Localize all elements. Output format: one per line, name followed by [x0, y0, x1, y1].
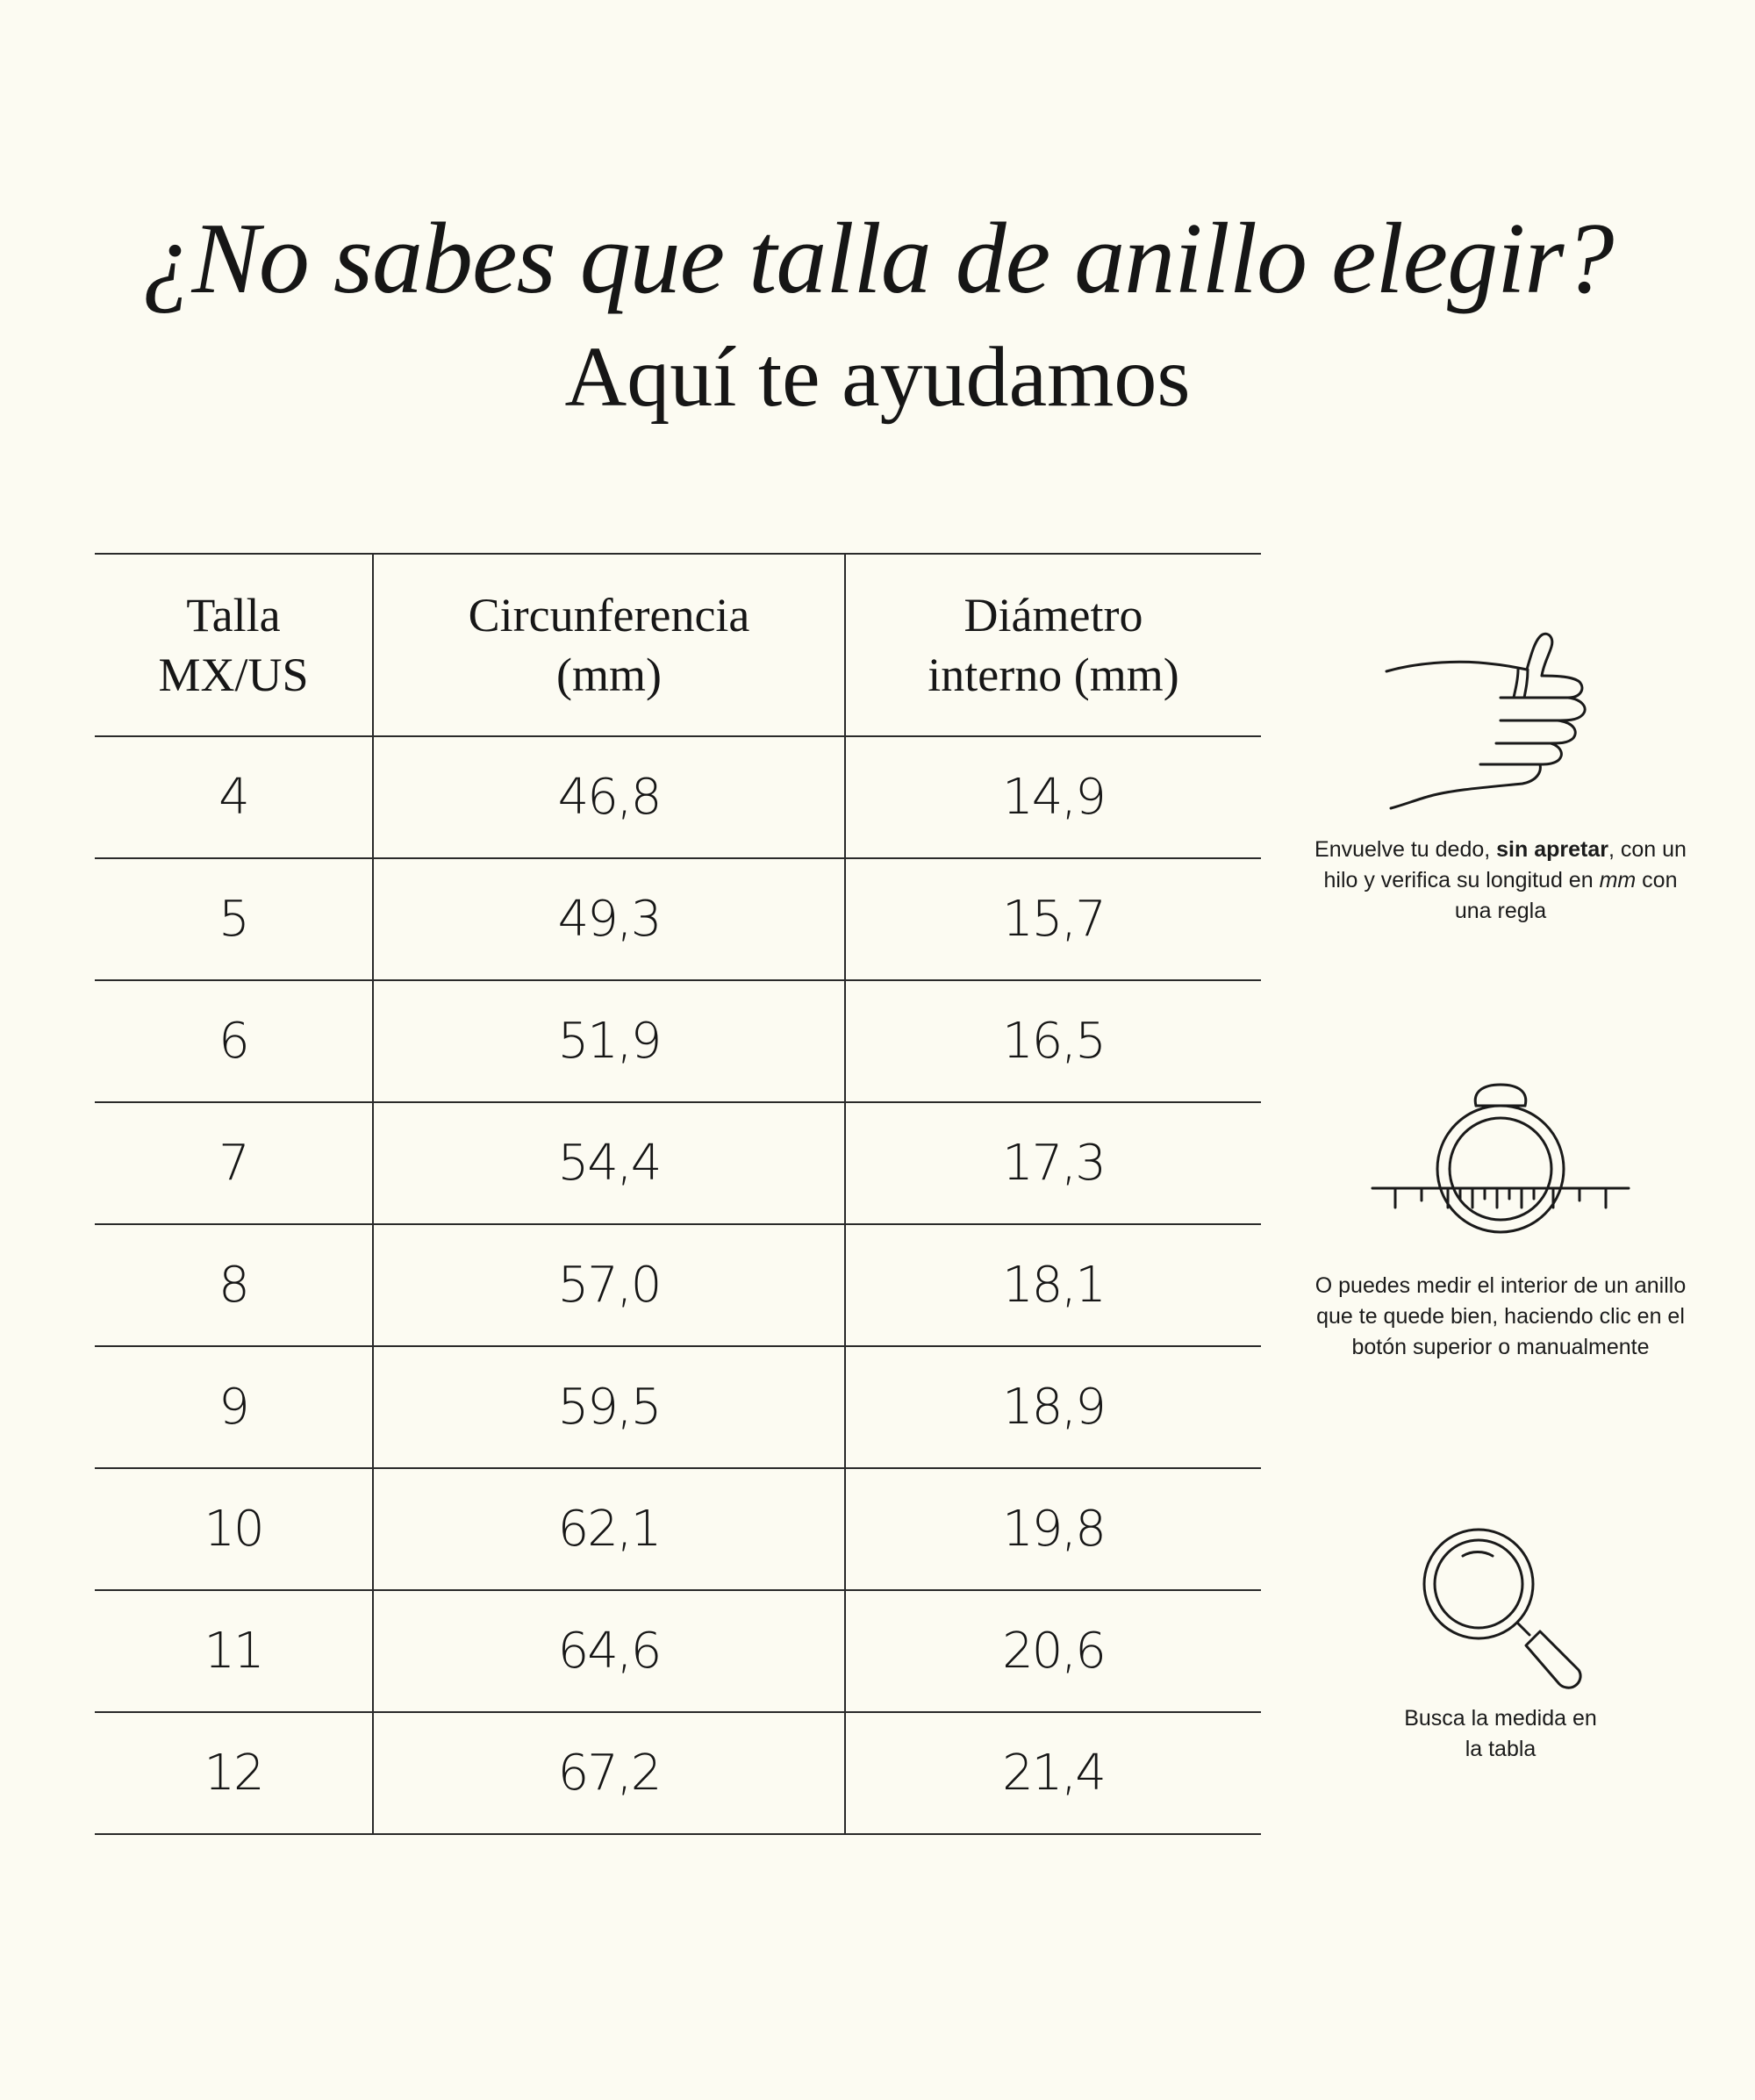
table-row — [95, 1102, 1261, 1224]
hand-with-thread-icon — [1382, 627, 1628, 812]
magnifying-glass-icon — [1417, 1523, 1584, 1689]
cell-circumference: 67,2 — [373, 1712, 845, 1834]
cell-diameter: 18,1 — [845, 1224, 1261, 1346]
ring-size-table — [95, 553, 1261, 1835]
cell-size: 9 — [95, 1346, 373, 1468]
cell-diameter: 21,4 — [845, 1712, 1261, 1834]
table-body — [95, 736, 1261, 1834]
cell-size: 8 — [95, 1224, 373, 1346]
cell-circumference: 46,8 — [373, 736, 845, 858]
cell-diameter: 20,6 — [845, 1590, 1261, 1712]
cell-size: 10 — [95, 1468, 373, 1590]
guide-step1-text: Envuelve tu dedo, sin apretar, con un hilo y verifica su longitud en mm con una regla — [1314, 837, 1687, 923]
cell-diameter: 18,9 — [845, 1346, 1261, 1468]
table-row — [95, 980, 1261, 1102]
page-title: ¿No sabes que talla de anillo elegir? — [141, 203, 1614, 315]
page-subtitle: Aquí te ayudamos — [564, 330, 1191, 425]
ring-on-ruler-icon — [1369, 1079, 1632, 1237]
cell-diameter: 17,3 — [845, 1102, 1261, 1224]
cell-circumference: 62,1 — [373, 1468, 845, 1590]
cell-circumference: 54,4 — [373, 1102, 845, 1224]
table-row — [95, 1590, 1261, 1712]
cell-diameter: 14,9 — [845, 736, 1261, 858]
header-circumference: Circunferencia (mm) — [373, 554, 845, 736]
cell-size: 5 — [95, 858, 373, 980]
cell-diameter: 15,7 — [845, 858, 1261, 980]
cell-diameter: 16,5 — [845, 980, 1261, 1102]
cell-circumference: 64,6 — [373, 1590, 845, 1712]
cell-circumference: 51,9 — [373, 980, 845, 1102]
table-row — [95, 1346, 1261, 1468]
table-row — [95, 1712, 1261, 1834]
header-diameter: Diámetro interno (mm) — [845, 554, 1261, 736]
cell-diameter: 19,8 — [845, 1468, 1261, 1590]
header-size: Talla MX/US — [95, 554, 373, 736]
cell-circumference: 49,3 — [373, 858, 845, 980]
cell-size: 4 — [95, 736, 373, 858]
cell-size: 11 — [95, 1590, 373, 1712]
table-row — [95, 1224, 1261, 1346]
guide-step2-text: O puedes medir el interior de un anillo que te quede bien, haciendo clic en el botón superior o manualmente — [1314, 1273, 1687, 1359]
guide-step3-text: Busca la medida en la tabla — [1404, 1706, 1597, 1761]
cell-size: 12 — [95, 1712, 373, 1834]
table-row — [95, 858, 1261, 980]
cell-size: 6 — [95, 980, 373, 1102]
table-row — [95, 736, 1261, 858]
cell-circumference: 59,5 — [373, 1346, 845, 1468]
table-header-row — [95, 554, 1261, 736]
table-row — [95, 1468, 1261, 1590]
cell-size: 7 — [95, 1102, 373, 1224]
cell-circumference: 57,0 — [373, 1224, 845, 1346]
